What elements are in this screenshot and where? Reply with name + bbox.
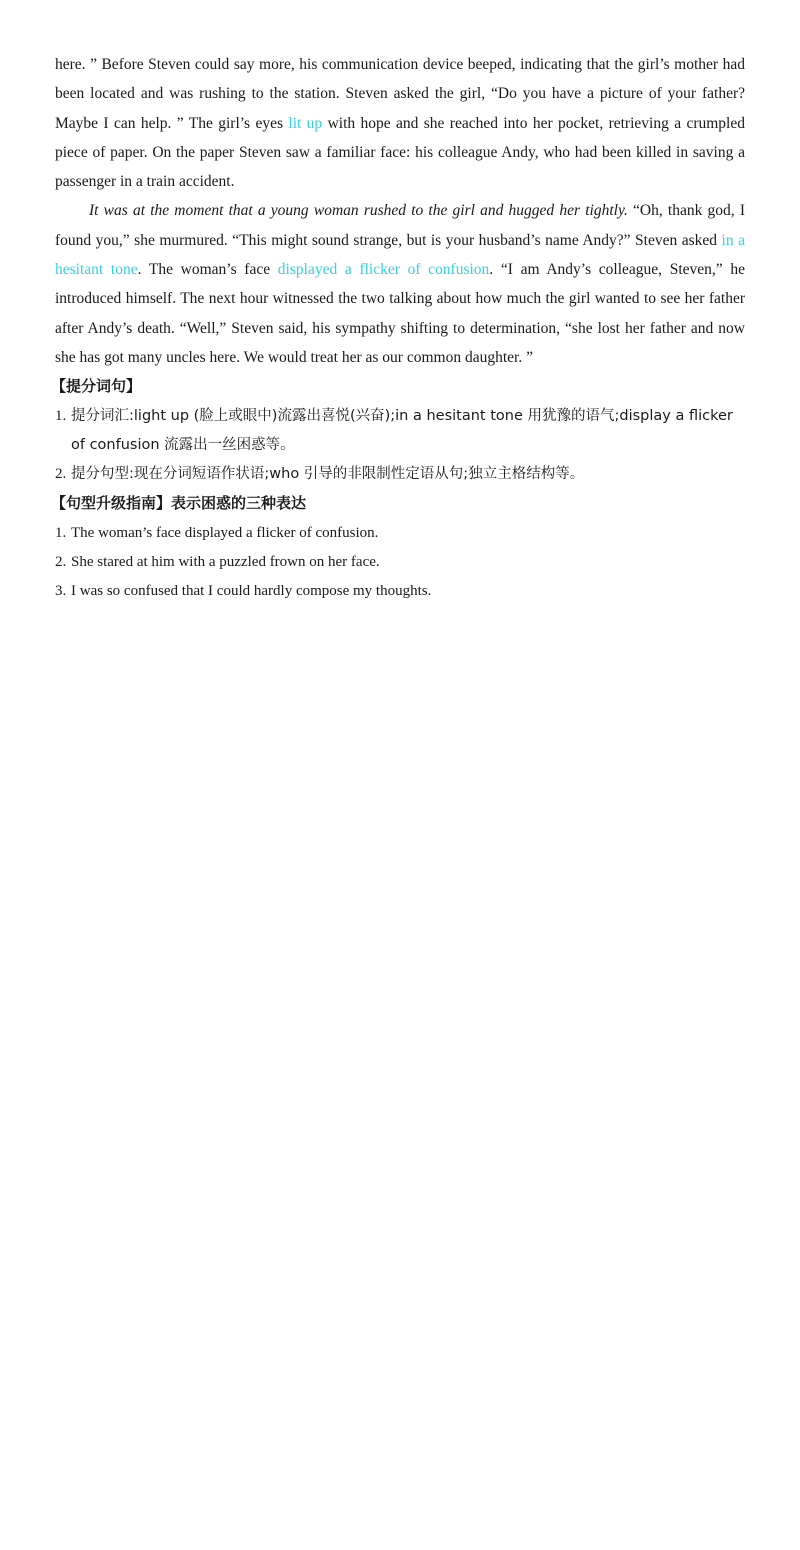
list-number: 1. bbox=[55, 524, 67, 541]
list-number: 1. bbox=[55, 407, 67, 424]
heading-text: 【句型升级指南】 bbox=[51, 494, 172, 513]
item-label: 提分词汇: bbox=[71, 407, 134, 424]
heading-text: 【提分词句】 bbox=[51, 377, 142, 396]
heading-tail-text: 表示困惑的三种表达 bbox=[171, 494, 307, 513]
section-heading-sentence-upgrade bbox=[51, 489, 745, 518]
paragraph-text: “Oh, thank god, I found you,” she murmured. “This might sound strange, but is your husband’s name Andy?” Steven asked bbox=[55, 202, 745, 249]
list-item bbox=[55, 402, 745, 461]
item-text: I was so confused that I could hardly compose my thoughts. bbox=[71, 583, 432, 600]
story-paragraph-2 bbox=[55, 196, 745, 372]
list-item bbox=[55, 548, 745, 577]
item-text: She stared at him with a puzzled frown on her face. bbox=[71, 554, 380, 571]
item-label: 提分句型: bbox=[71, 466, 134, 483]
document-page bbox=[51, 50, 745, 607]
paragraph-text: . The woman’s face bbox=[137, 261, 278, 279]
list-item bbox=[55, 577, 745, 606]
item-text: The woman’s face displayed a flicker of confusion. bbox=[71, 524, 379, 541]
paragraph-text: . “I am Andy’s colleague, Steven,” he introduced himself. The next hour witnessed the two talking about how much the girl wanted to see her father after Andy’s death. “Well,” Steven said, his sympathy shifting to determination, “she lost her father and now she has got many uncles here. We would treat her as our common daughter. ” bbox=[55, 261, 745, 366]
highlighted-phrase: lit up bbox=[288, 114, 323, 132]
list-number: 2. bbox=[55, 466, 67, 483]
paragraph-text: here. ” Before Steven could say more, his communication device beeped, indicating that the girl’s mother had been located and was rushing to the station. Steven asked the girl, “Do you have a picture of your father? Maybe I can help. ” The girl’s eyes bbox=[55, 56, 745, 132]
item-text: 现在分词短语作状语;who 引导的非限制性定语从句;独立主格结构等。 bbox=[133, 466, 585, 483]
story-paragraph-1 bbox=[55, 50, 745, 196]
highlighted-phrase: in a hesitant tone bbox=[55, 231, 745, 279]
paragraph-text: with hope and she reached into her pocket, retrieving a crumpled piece of paper. On the paper Steven saw a familiar face: his colleague Andy, who had been killed in saving a passenger in a train accident. bbox=[55, 114, 745, 191]
section-heading-score-boosting bbox=[51, 372, 745, 401]
list-number: 2. bbox=[55, 554, 67, 571]
italic-opening-sentence: It was at the moment that a young woman rushed to the girl and hugged her tightly. bbox=[89, 202, 628, 220]
highlighted-phrase: displayed a flicker of confusion bbox=[277, 261, 490, 279]
list-item bbox=[55, 460, 745, 489]
list-item bbox=[55, 519, 745, 548]
list-number: 3. bbox=[55, 583, 67, 600]
item-text: light up (脸上或眼中)流露出喜悦(兴奋);in a hesitant tone 用犹豫的语气;display a flicker of confusion 流露出一丝困惑等。 bbox=[71, 407, 733, 453]
